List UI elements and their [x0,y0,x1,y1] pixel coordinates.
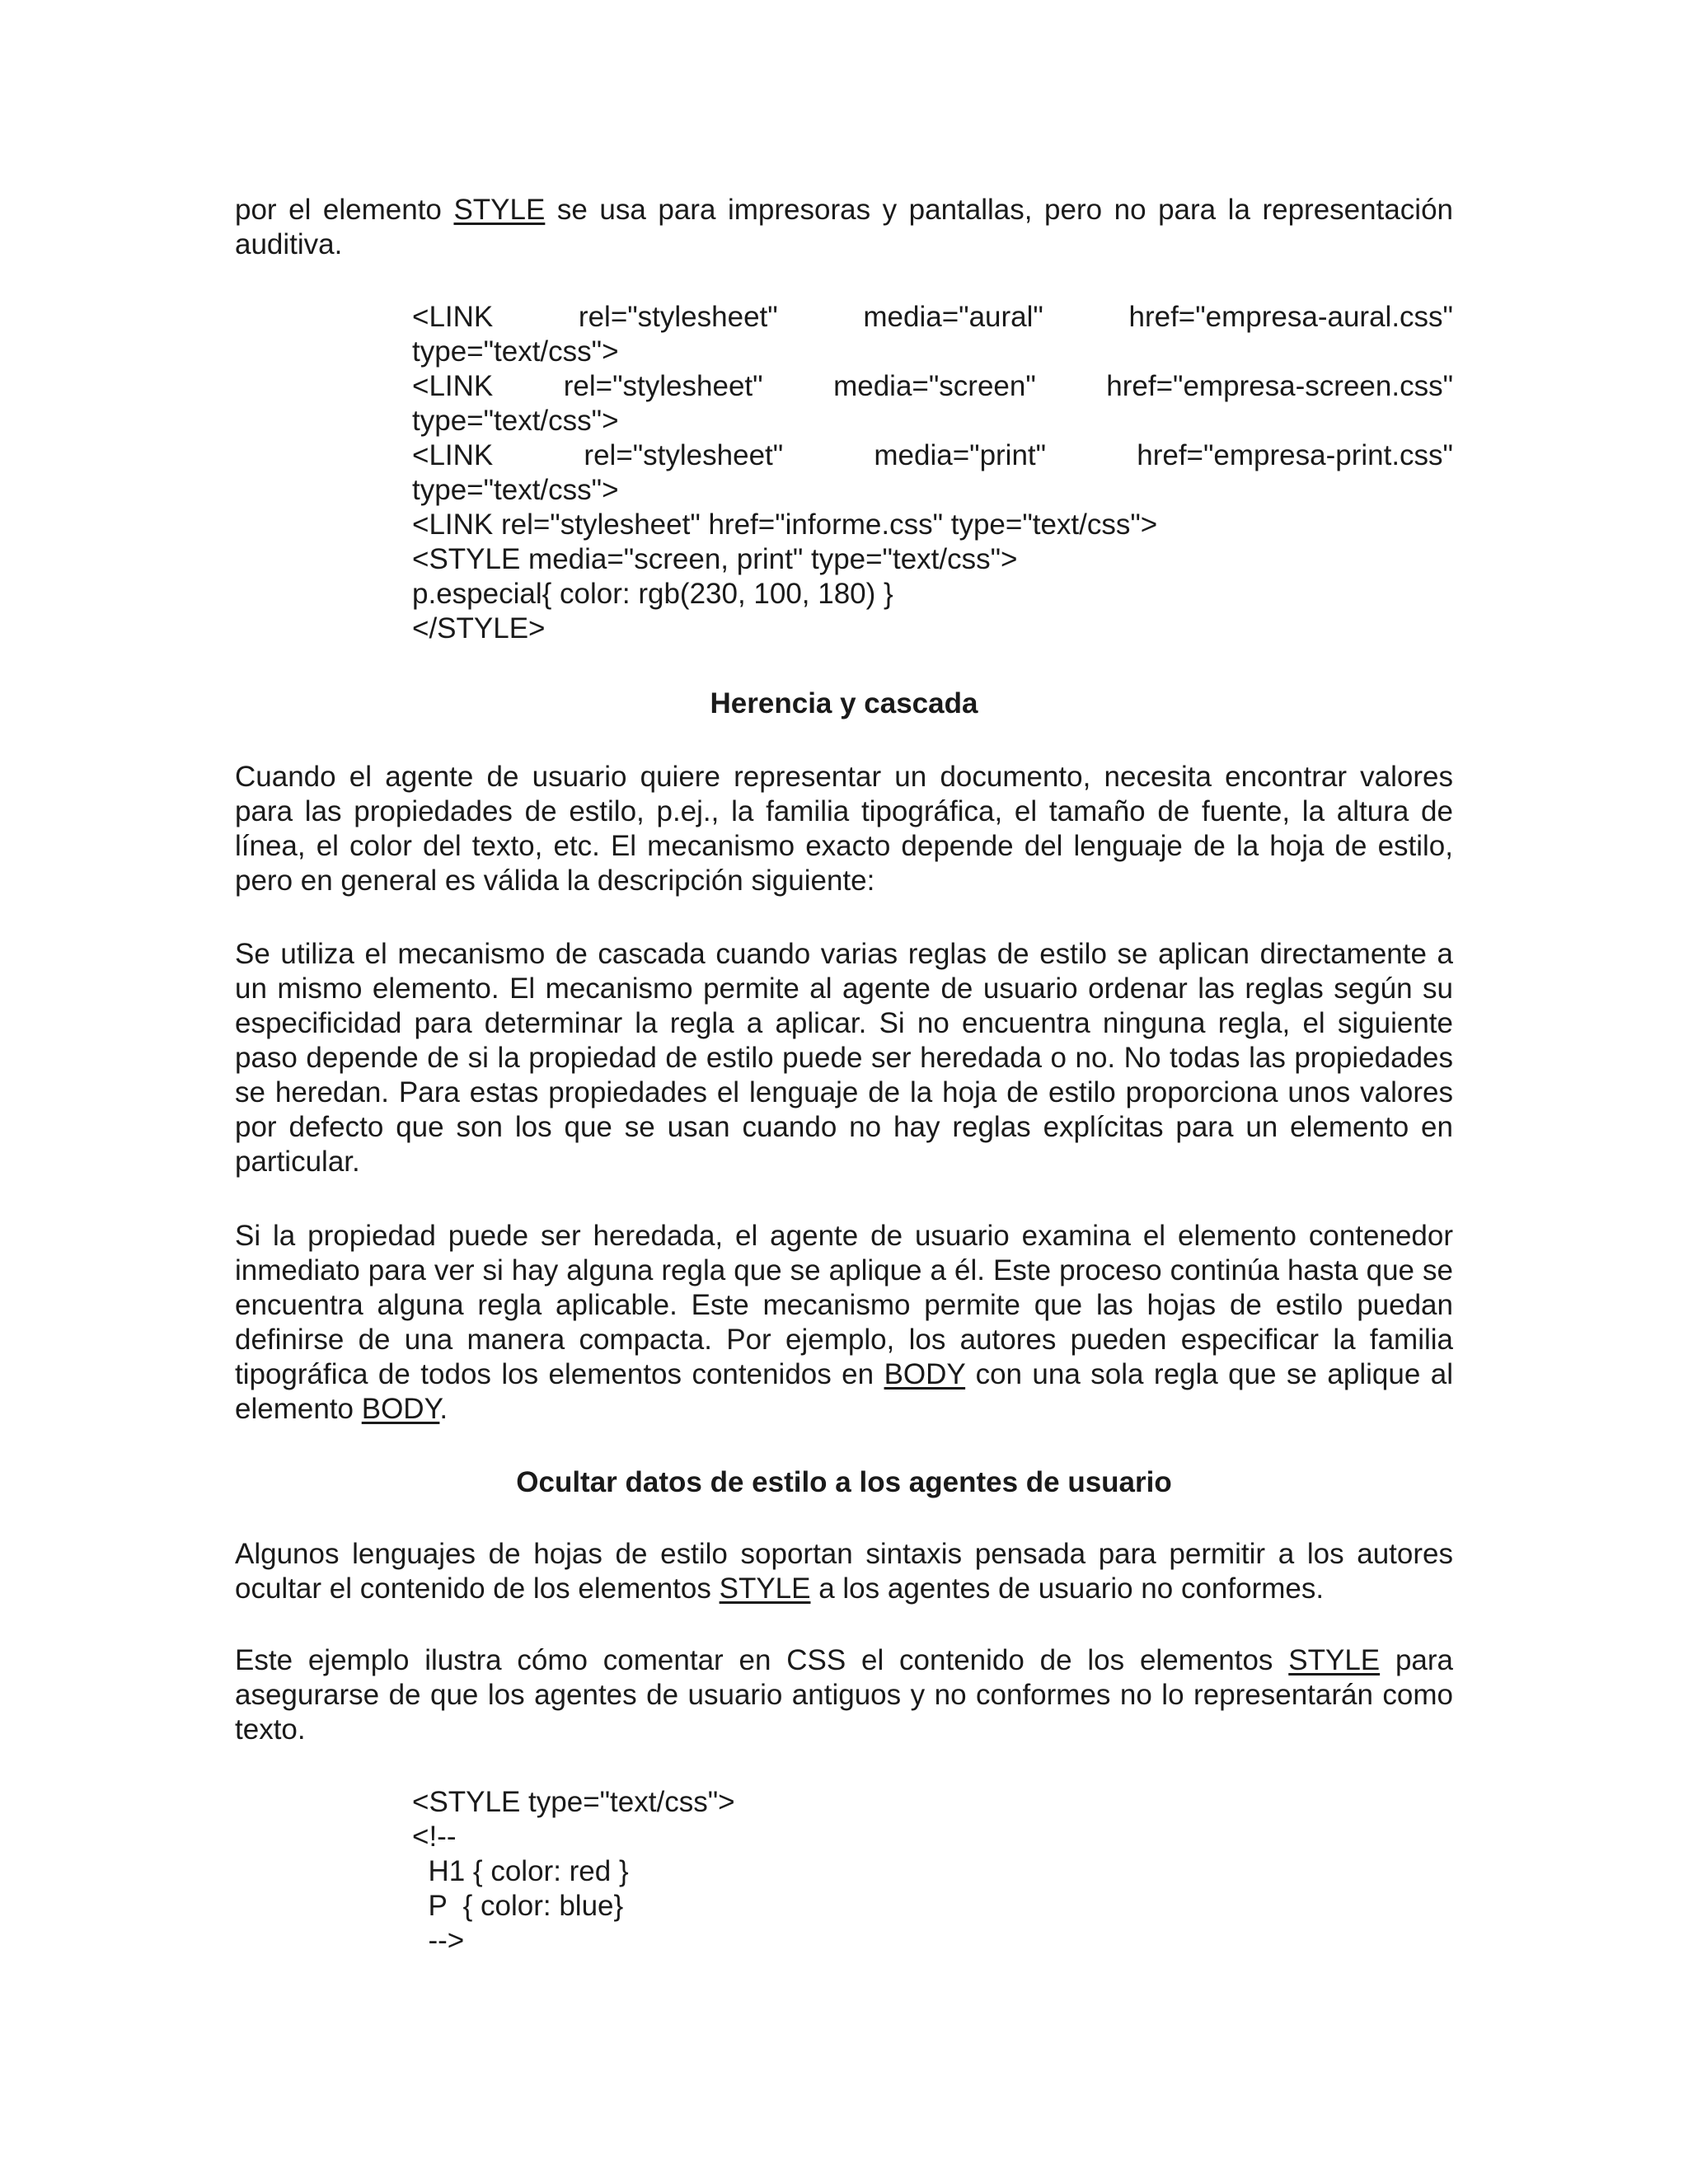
code-block-comment [412,1785,1453,1958]
paragraph-ejemplo: Este ejemplo ilustra cómo comentar en CSS el contenido de los elementos STYLE para asegurarse de que los agentes de usuario antiguos y no conformes no lo representarán como texto. [235,1644,1454,1746]
paragraph-algunos: Algunos lenguajes de hojas de estilo soportan sintaxis pensada para permitir a los autores ocultar el contenido de los elementos STYLE a los agentes de usuario no conformes. [235,1538,1453,1605]
heading-herencia: Herencia y cascada [710,687,978,719]
code-line: <STYLE media="screen, print" type="text/css"> [412,543,1018,575]
heading-ocultar: Ocultar datos de estilo a los agentes de usuario [516,1466,1172,1498]
style-link[interactable]: STYLE [719,1572,811,1605]
code-line: <LINK rel="stylesheet" media="aural" href="empresa-aural.css" [412,301,1453,333]
paragraph-heredada: Si la propiedad puede ser heredada, el agente de usuario examina el elemento contenedor inmediato para ver si hay alguna regla que se aplique a él. Este proceso continúa hasta que se encuentra alguna regla aplicable. Este mecanismo permite que las hojas de estilo puedan definirse de una manera compacta. Por ejemplo, los autores pueden especificar la familia tipográfica de todos los elementos contenidos en BODY con una sola regla que se aplique al elemento BODY. [235,1220,1453,1425]
code-line: <LINK rel="stylesheet" media="print" href="empresa-print.css" [412,439,1453,471]
code-line: p.especial{ color: rgb(230, 100, 180) } [412,578,893,610]
code-block-links [412,300,1453,646]
code-line: P { color: blue} [412,1890,624,1922]
paragraph-intro: por el elemento STYLE se usa para impresoras y pantallas, pero no para la representación auditiva. [235,194,1454,260]
code-line: type="text/css"> [412,405,619,437]
paragraph-cuando: Cuando el agente de usuario quiere representar un documento, necesita encontrar valores para las propiedades de estilo, p.ej., la familia tipográfica, el tamaño de fuente, la altura de línea, el color del texto, etc. El mecanismo exacto depende del lenguaje de la hoja de estilo, pero en general es válida la descripción siguiente: [235,761,1453,897]
code-line: <LINK rel="stylesheet" href="informe.css" type="text/css"> [412,509,1158,541]
code-line: <!-- [412,1821,457,1853]
code-line: type="text/css"> [412,335,619,368]
code-line: <STYLE type="text/css"> [412,1786,735,1818]
style-link[interactable]: STYLE [1288,1644,1381,1676]
code-line: <LINK rel="stylesheet" media="screen" href="empresa-screen.css" [412,370,1453,402]
code-line: --> [412,1924,465,1957]
body-link[interactable]: BODY [884,1358,966,1390]
code-line: H1 { color: red } [412,1855,629,1887]
paragraph-cascada: Se utiliza el mecanismo de cascada cuando varias reglas de estilo se aplican directamente a un mismo elemento. El mecanismo permite al agente de usuario ordenar las reglas según su especificidad para determinar la regla a aplicar. Si no encuentra ninguna regla, el siguiente paso depende de si la propiedad de estilo puede ser heredada o no. No todas las propiedades se heredan. Para estas propiedades el lenguaje de la hoja de estilo proporciona unos valores por defecto que son los que se usan cuando no hay reglas explícitas para un elemento en particular. [235,938,1453,1178]
body-link[interactable]: BODY [361,1393,440,1425]
code-line: </STYLE> [412,612,546,644]
style-link[interactable]: STYLE [453,194,546,226]
code-line: type="text/css"> [412,474,619,506]
